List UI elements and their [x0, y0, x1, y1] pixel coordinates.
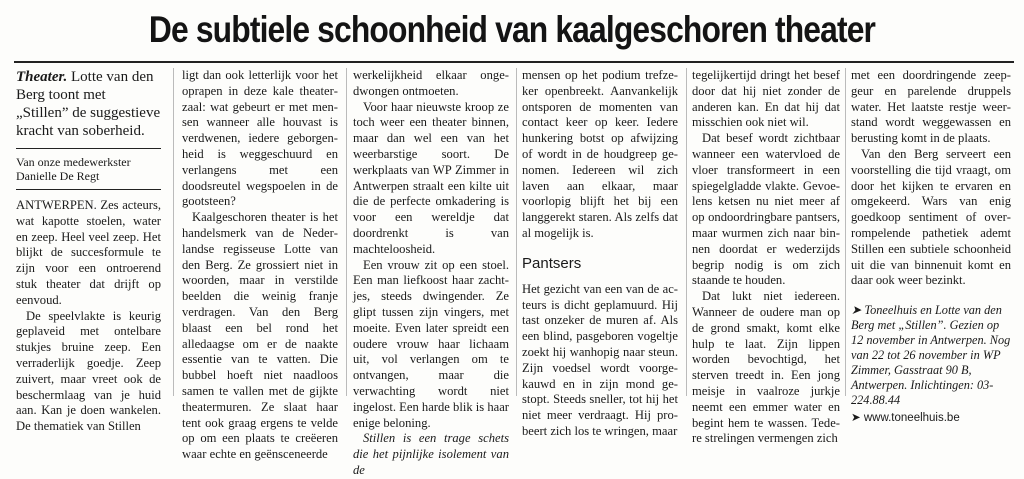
- paragraph: Voor haar nieuwste kroop ze toch weer een theater binnen, maar dan wel een van het weerbarstige soort. De werkplaats van WP Zimmer in Antwerpen straalt een kilte uit die de perfecte omkadering is voor een wereldje dat doordrenkt is van machteloosheid.: [353, 99, 509, 256]
- website-link[interactable]: ➤ www.toneelhuis.be: [851, 412, 960, 425]
- paragraph: met een doordringende zeepgeur en parelende druppels water. Het laatste restje weerstand wordt weggewassen en berusting komt in de plaats.: [851, 68, 1011, 146]
- column-4: [522, 68, 678, 438]
- paragraph: Dat lukt niet iedereen. Wanneer de oudere man op de grond smakt, komt elke hulp te laat. Zijn lippen worden bevochtigd, het sterven treedt in. Een jong meisje in vaalroze jurkje neemt een emmer water en begint hem te wassen. Tedere strelingen vermengen zich: [692, 289, 840, 446]
- byline-line-2: Danielle De Regt: [16, 169, 100, 183]
- intro: [16, 68, 161, 140]
- paragraph: werkelijkheid elkaar ongedwongen ontmoeten.: [353, 68, 509, 98]
- paragraph: Stillen is een trage schets die het pijnlijke isolement van de: [353, 431, 509, 477]
- byline-line-1: Van onze medewerkster: [16, 155, 131, 169]
- column-1: [16, 68, 161, 434]
- headline: De subtiele schoonheid van kaalgeschoren theater: [148, 9, 876, 50]
- column-divider: [516, 68, 517, 396]
- paragraph: Van den Berg serveert een voorstelling die tijd vraagt, om door het kijken te ervaren en omgekeerd. Wars van enig goedkoop sentiment of overrompelende pathetiek ademt Stillen een subtiele schoonheid uit die van binnenuit komt en daar ook weer bezinkt.: [851, 146, 1011, 288]
- paragraph: Dat besef wordt zichtbaar wanneer een watervloed de vloer transformeert in een spiegelgladde vlakte. Gevoelens ketsen nu niet meer af op ondoordringbare pantsers, maar wurmen zich naar binnen doordat er wederzijds begrip nodig is om zich staande te houden.: [692, 131, 840, 288]
- paragraph: tegelijkertijd dringt het besef door dat hij niet zonder de anderen kan. En dat hij dat misschien ook niet wil.: [692, 68, 840, 130]
- column-divider: [686, 68, 687, 396]
- paragraph: Een vrouw zit op een stoel. Een man liefkoost haar zachtjes, steeds dwingender. Ze glipt tussen zijn vingers, met moeite. Even later spreidt een oudere vrouw haar lichaam uit, vol verlangen om te ontvangen, maar die verwachting wordt niet ingelost. Een harde blik is haar enige beloning.: [353, 257, 509, 430]
- intro-text: Lotte van den Berg toont met „Stillen” de suggestieve kracht van soberheid.: [16, 69, 161, 139]
- column-2: [182, 68, 338, 462]
- paragraph: ligt dan ook letterlijk voor het oprapen in deze kale theaterzaal: wat gebeurt er met mensen wanneer alle houvast is verdwenen, iedere geborgenheid is weggeschuurd en verlangens met een doodsreutel wegspoelen in de gootsteen?: [182, 68, 338, 209]
- intro-kicker: Theater.: [16, 69, 68, 85]
- subheading: Pantsers: [522, 254, 582, 272]
- column-6: [851, 68, 1011, 425]
- paragraph: ANTWERPEN. Zes acteurs, wat kapotte stoelen, water en zeep. Heel veel zeep. Het blijkt de succesformule te zijn voor een ontroerend stuk theater dat drijft op eenvoud.: [16, 198, 161, 307]
- column-divider: [173, 68, 174, 396]
- byline: [16, 155, 161, 183]
- column-3: [353, 68, 509, 477]
- paragraph: Het gezicht van een van de acteurs is dicht geplamuurd. Hij tast onzeker de muren af. Als een blind, pasgeboren vogeltje zoekt hij wanhopig naar steun. Zijn voedsel wordt voorgekauwd en in zijn mond gestopt. Steeds sneller, tot hij het niet meer verdraagt. Hij probeert zich los te wringen, maar: [522, 281, 678, 438]
- paragraph: mensen op het podium trefzeker openbreekt. Aanvankelijk ontsporen de momenten van contact keer op keer. Iedere hunkering botst op afwijzing of wordt in de houdgreep genomen. Iedereen wil zich laven aan elkaar, maar voorlopig blijft het bij een langgerekt staren. Als zelfs dat al mogelijk is.: [522, 68, 678, 240]
- paragraph: Kaalgeschoren theater is het handelsmerk van de Nederlandse regisseuse Lotte van den Berg. Ze grossiert niet in woorden, maar in verstilde beelden die weinig franje verdragen. Van den Berg blaast een bel rond het alledaagse om er de naakte essentie van te vatten. Die bubbel hoeft niet naadloos samen te vallen met de gijkte theatermuren. Ze slaat haar tent ook graag ergens te velde op om een plaats te creëeren waar echte en geënsceneerde: [182, 210, 338, 462]
- byline-rule-bottom: [16, 189, 161, 190]
- paragraph: De speelvlakte is keurig geplaveid met ontelbare stukjes bruine zeep. Een verraderlijk goedje. Zeep zuivert, maar vreet ook de beschermlaag van je huid aan. Kan je doen wankelen. De thematiek van Stillen: [16, 308, 161, 434]
- column-divider: [346, 68, 347, 396]
- column-divider: [845, 68, 846, 396]
- performance-info: ➤ Toneelhuis en Lotte van den Berg met „Stillen”. Gezien op 12 november in Antwerpen. Nog van 22 tot 26 november in WP Zimmer, Gasstraat 90 B, Antwerpen. Inlichtingen: 03-224.88.44: [851, 303, 1011, 408]
- column-5: [692, 68, 840, 446]
- byline-rule: [16, 148, 161, 149]
- headline-rule: [14, 61, 1014, 63]
